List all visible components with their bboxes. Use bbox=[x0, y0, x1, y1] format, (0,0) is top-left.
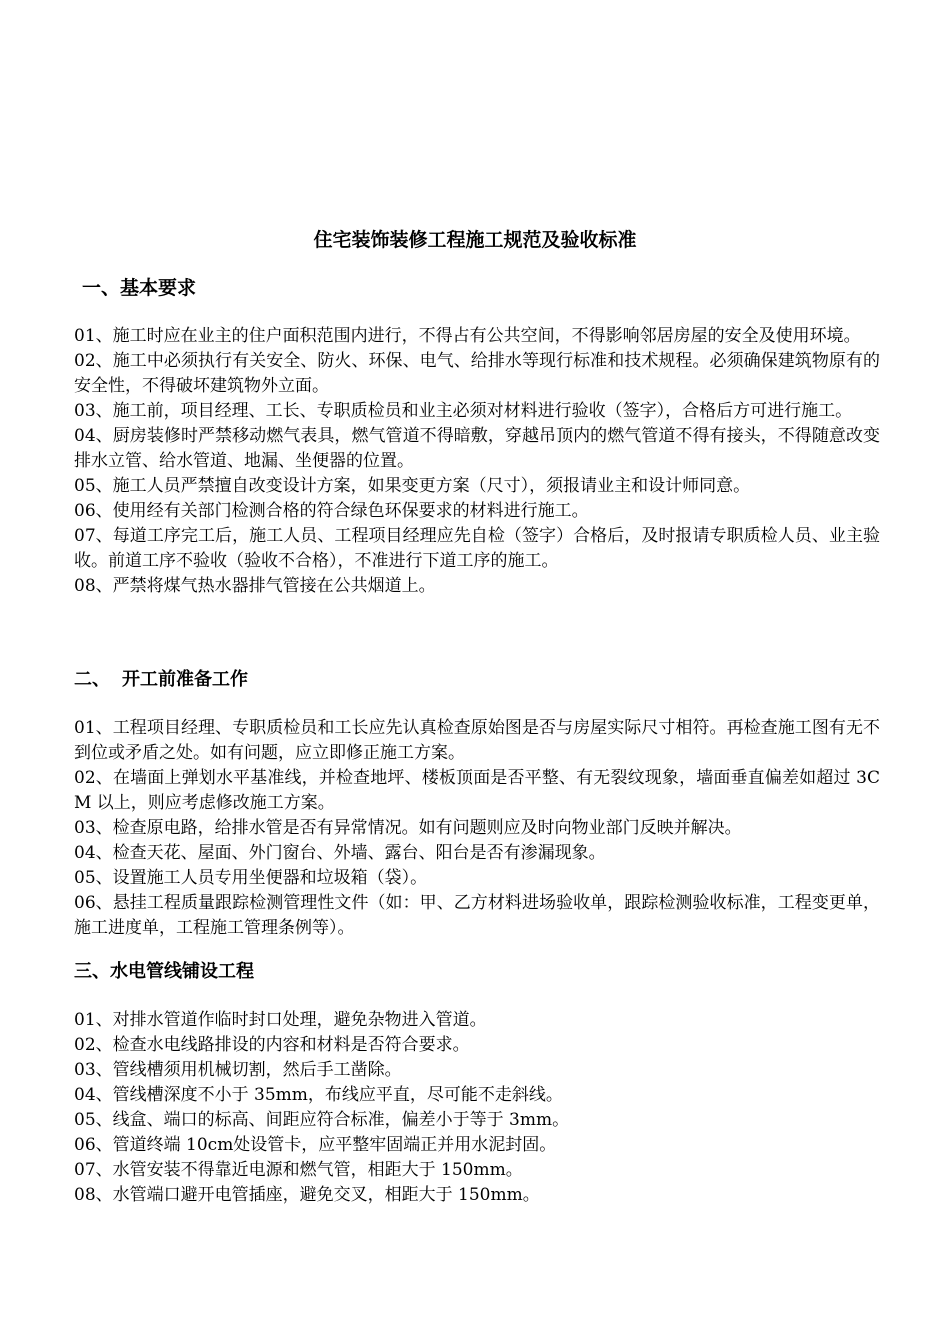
requirement-list bbox=[74, 324, 880, 599]
list-item: 07、每道工序完工后，施工人员、工程项目经理应先自检（签字）合格后，及时报请专职质检人员、业主验收。前道工序不验收（验收不合格），不准进行下道工序的施工。 bbox=[74, 526, 880, 571]
section-number: 一、 bbox=[82, 277, 121, 299]
section-plumbing-electrical-pipework bbox=[74, 959, 880, 1208]
list-item: 06、使用经有关部门检测合格的符合绿色环保要求的材料进行施工。 bbox=[74, 501, 589, 521]
document-title: 住宅装饰装修工程施工规范及验收标准 bbox=[313, 229, 637, 251]
list-item: 02、施工中必须执行有关安全、防火、环保、电气、给排水等现行标准和技术规程。必须确保建筑物原有的安全性，不得破坏建筑物外立面。 bbox=[74, 351, 880, 396]
list-item: 07、水管安装不得靠近电源和燃气管，相距大于 150mm。 bbox=[74, 1160, 523, 1180]
list-item: 01、施工时应在业主的住户面积范围内进行，不得占有公共空间，不得影响邻居房屋的安全及使用环境。 bbox=[74, 326, 861, 346]
preparation-list bbox=[74, 716, 880, 941]
list-item: 06、悬挂工程质量跟踪检测管理性文件（如：甲、乙方材料进场验收单，跟踪检测验收标准，工程变更单，施工进度单，工程施工管理条例等）。 bbox=[74, 893, 880, 938]
section-basic-requirements bbox=[74, 275, 880, 599]
section-number: 三、 bbox=[74, 961, 110, 982]
list-item: 01、对排水管道作临时封口处理，避免杂物进入管道。 bbox=[74, 1010, 487, 1030]
section-heading bbox=[74, 667, 880, 693]
list-item: 04、检查天花、屋面、外门窗台、外墙、露台、阳台是否有渗漏现象。 bbox=[74, 843, 606, 863]
list-item: 01、工程项目经理、专职质检员和工长应先认真检查原始图是否与房屋实际尺寸相符。再检查施工图有无不到位或矛盾之处。如有问题，应立即修正施工方案。 bbox=[74, 718, 880, 763]
list-item: 02、检查水电线路排设的内容和材料是否符合要求。 bbox=[74, 1035, 470, 1055]
list-item: 04、厨房装修时严禁移动燃气表具，燃气管道不得暗敷，穿越吊顶内的燃气管道不得有接头，不得随意改变排水立管、给水管道、地漏、坐便器的位置。 bbox=[74, 426, 880, 471]
list-item: 03、施工前，项目经理、工长、专职质检员和业主必须对材料进行验收（签字），合格后方可进行施工。 bbox=[74, 401, 853, 421]
section-pre-construction-preparation bbox=[74, 667, 880, 941]
section-title: 基本要求 bbox=[120, 277, 197, 299]
list-item: 04、管线槽深度不小于 35mm，布线应平直，尽可能不走斜线。 bbox=[74, 1085, 563, 1105]
pipework-list bbox=[74, 1008, 880, 1208]
section-heading bbox=[74, 959, 880, 985]
list-item: 05、线盒、端口的标高、间距应符合标准，偏差小于等于 3mm。 bbox=[74, 1110, 570, 1130]
list-item: 05、设置施工人员专用坐便器和垃圾箱（袋）。 bbox=[74, 868, 428, 888]
section-title: 开工前准备工作 bbox=[122, 669, 248, 690]
section-heading bbox=[74, 275, 880, 301]
list-item: 08、水管端口避开电管插座，避免交叉，相距大于 150mm。 bbox=[74, 1185, 540, 1205]
list-item: 02、在墙面上弹划水平基准线，并检查地坪、楼板顶面是否平整、有无裂纹现象，墙面垂直偏差如超过 3CM 以上，则应考虑修改施工方案。 bbox=[74, 768, 880, 813]
list-item: 05、施工人员严禁擅自改变设计方案，如果变更方案（尺寸），须报请业主和设计师同意。 bbox=[74, 476, 751, 496]
section-title: 水电管线铺设工程 bbox=[110, 961, 254, 982]
list-item: 06、管道终端 10cm处设管卡，应平整牢固端正并用水泥封固。 bbox=[74, 1135, 557, 1155]
list-item: 08、严禁将煤气热水器排气管接在公共烟道上。 bbox=[74, 576, 436, 596]
list-item: 03、检查原电路，给排水管是否有异常情况。如有问题则应及时向物业部门反映并解决。 bbox=[74, 818, 742, 838]
section-number: 二、 bbox=[74, 669, 110, 690]
list-item: 03、管线槽须用机械切割，然后手工凿除。 bbox=[74, 1060, 402, 1080]
